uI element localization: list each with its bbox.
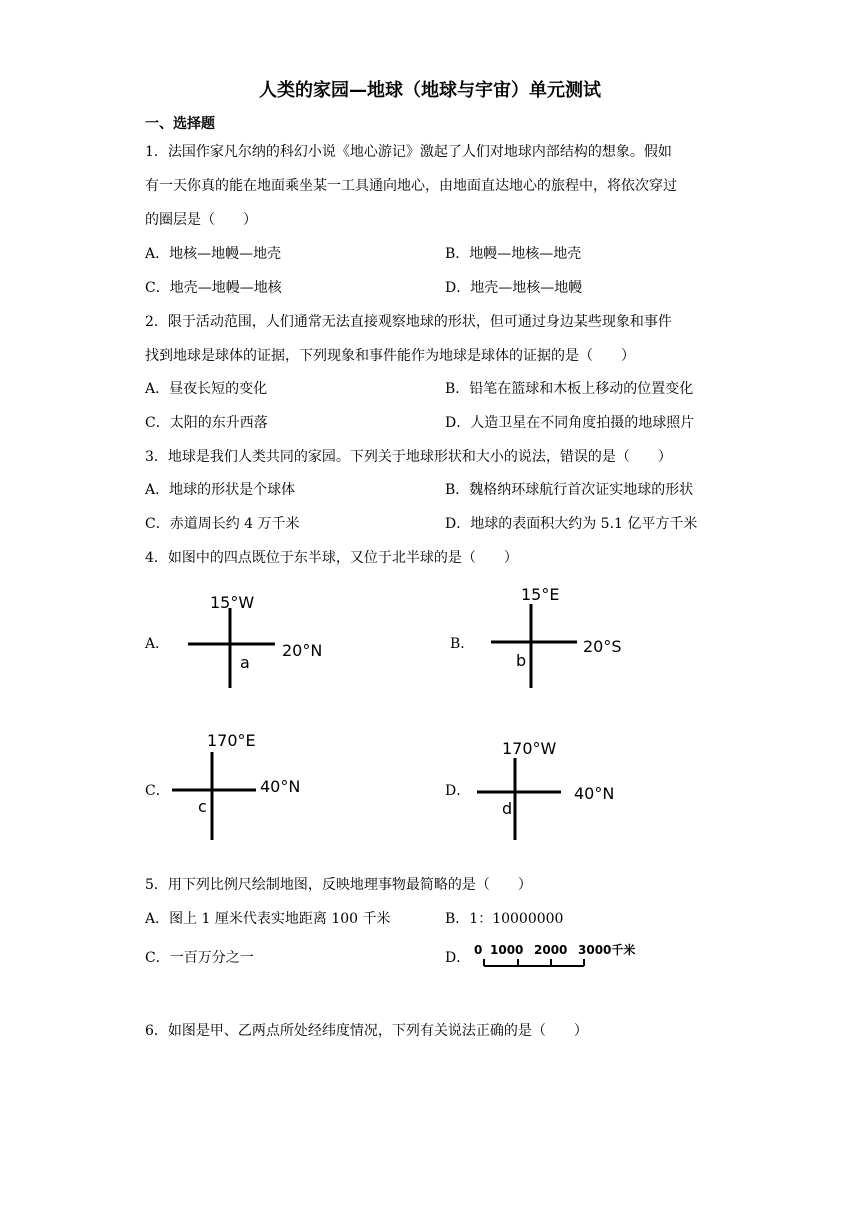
q1-stem-line-2: 有一天你真的能在地面乘坐某一工具通向地心，由地面直达地心的旅程中，将依次穿过: [145, 178, 677, 194]
q2-stem-line-1: 2．限于活动范围，人们通常无法直接观察地球的形状，但可通过身边某些现象和事件: [145, 314, 672, 330]
q4-figure-c: [170, 728, 330, 843]
q4-a-latitude: 20°N: [282, 641, 323, 660]
q5-option-d[interactable]: D．: [445, 950, 471, 966]
scale-tick-3000: 3000千米: [578, 943, 636, 957]
q4-b-longitude: 15°E: [521, 585, 560, 604]
q5-stem-line-1: 5．用下列比例尺绘制地图，反映地理事物最简略的是（ ）: [145, 877, 532, 893]
q4-a-point: a: [240, 653, 250, 672]
q1-option-c[interactable]: C．地壳—地幔—地核: [145, 280, 282, 296]
q4-d-longitude: 170°W: [502, 739, 557, 758]
q1-stem-line-1: 1．法国作家凡尔纳的科幻小说《地心游记》激起了人们对地球内部结构的想象。假如: [145, 144, 672, 160]
q4-a-longitude: 15°W: [210, 593, 255, 612]
q4-b-latitude: 20°S: [583, 637, 622, 656]
q4-c-longitude: 170°E: [207, 731, 256, 750]
q1-option-b[interactable]: B．地幔—地核—地壳: [445, 246, 582, 262]
scale-tick-1000: 1000: [490, 943, 524, 957]
q5-option-c[interactable]: C．一百万分之一: [145, 950, 254, 966]
q4-option-d-label[interactable]: D．: [445, 783, 471, 799]
q1-stem-line-3: 的圈层是（ ）: [145, 212, 257, 228]
q4-d-point: d: [502, 799, 513, 818]
q4-figure-d: [475, 738, 635, 843]
q4-figure-b: [485, 582, 645, 690]
scale-tick-2000: 2000: [534, 943, 568, 957]
q3-stem-line-1: 3．地球是我们人类共同的家园。下列关于地球形状和大小的说法，错误的是（ ）: [145, 449, 672, 465]
q2-option-c[interactable]: C．太阳的东升西落: [145, 415, 268, 431]
q3-option-c[interactable]: C．赤道周长约 4 万千米: [145, 516, 300, 532]
q4-c-latitude: 40°N: [260, 777, 301, 796]
q3-option-d[interactable]: D．地球的表面积大约为 5.1 亿平方千米: [445, 516, 698, 532]
page-title: 人类的家园—地球（地球与宇宙）单元测试: [259, 80, 601, 101]
q1-option-d[interactable]: D．地壳—地核—地幔: [445, 280, 583, 296]
q4-option-b-label[interactable]: B．: [450, 636, 475, 652]
q4-option-c-label[interactable]: C．: [145, 783, 170, 799]
q3-option-b[interactable]: B．魏格纳环球航行首次证实地球的形状: [445, 482, 694, 498]
q4-c-point: c: [198, 797, 207, 816]
q2-option-b[interactable]: B．铅笔在篮球和木板上移动的位置变化: [445, 381, 694, 397]
q2-option-a[interactable]: A．昼夜长短的变化: [145, 381, 268, 397]
q5-option-b[interactable]: B．1：10000000: [445, 911, 564, 927]
q5-scale-bar: [472, 940, 647, 970]
q4-b-point: b: [516, 651, 527, 670]
q6-stem-line-1: 6．如图是甲、乙两点所处经纬度情况，下列有关说法正确的是（ ）: [145, 1023, 588, 1039]
q4-d-latitude: 40°N: [574, 784, 615, 803]
q4-stem-line-1: 4．如图中的四点既位于东半球，又位于北半球的是（ ）: [145, 550, 518, 566]
section-heading: 一、选择题: [145, 116, 215, 132]
q2-stem-line-2: 找到地球是球体的证据，下列现象和事件能作为地球是球体的证据的是（ ）: [145, 348, 635, 364]
scale-tick-0: 0: [474, 943, 483, 957]
q4-option-a-label[interactable]: A．: [145, 636, 170, 652]
q2-option-d[interactable]: D．人造卫星在不同角度拍摄的地球照片: [445, 415, 695, 431]
q3-option-a[interactable]: A．地球的形状是个球体: [145, 482, 296, 498]
q5-option-a[interactable]: A．图上 1 厘米代表实地距离 100 千米: [145, 911, 391, 927]
q4-figure-a: [180, 588, 340, 693]
q1-option-a[interactable]: A．地核—地幔—地壳: [145, 246, 282, 262]
